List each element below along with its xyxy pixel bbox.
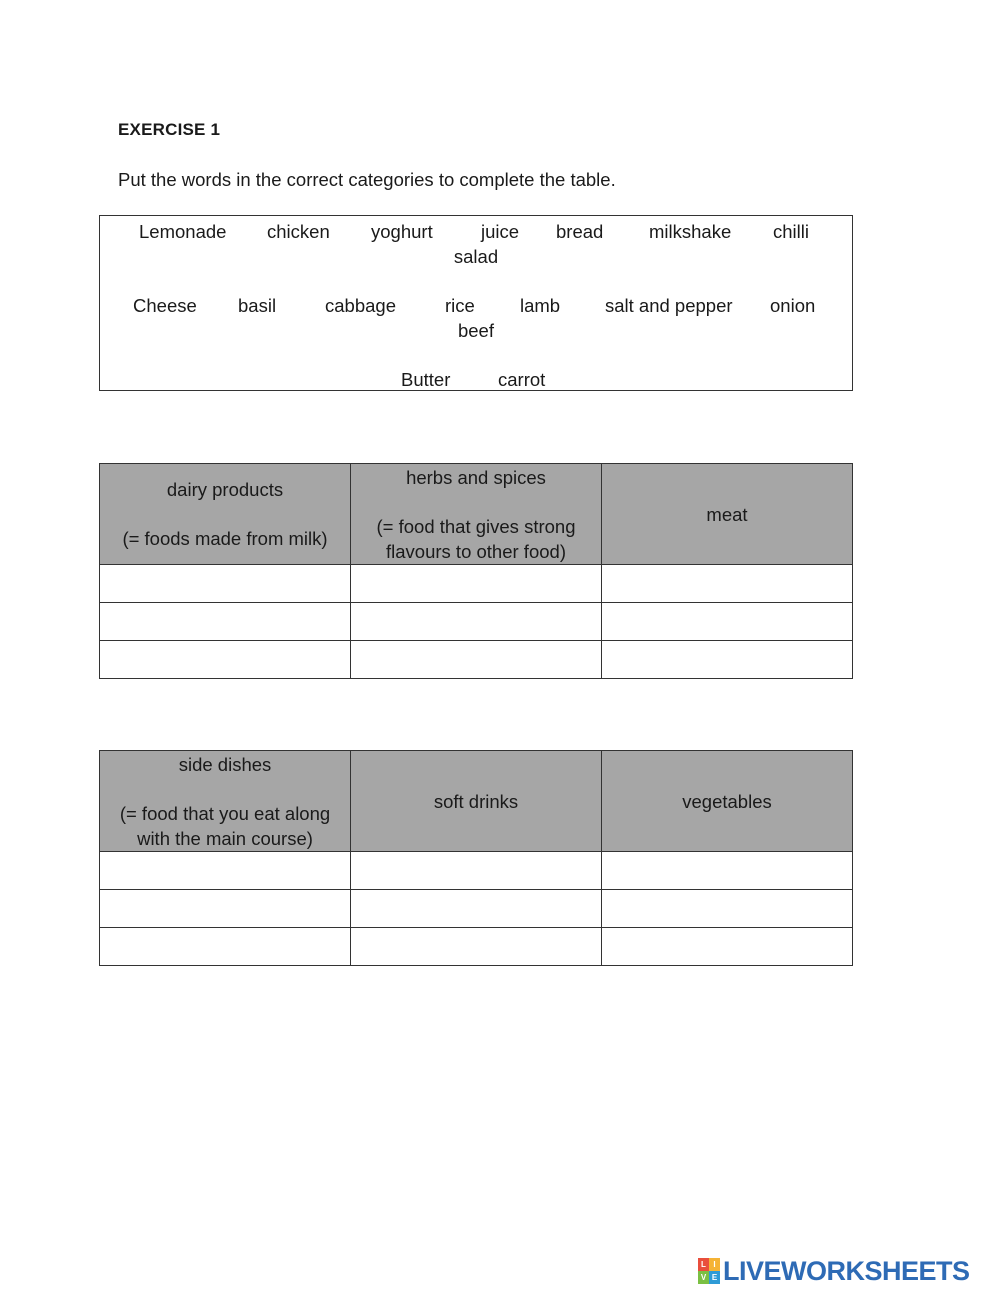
table-header-row — [100, 751, 853, 852]
answer-cell[interactable] — [602, 852, 853, 890]
table-row — [100, 928, 853, 966]
word-bank-row-3 — [100, 367, 852, 392]
word-item: lamb — [520, 295, 561, 316]
table-header-row — [100, 464, 853, 565]
word-item: cabbage — [325, 295, 396, 316]
word-item: Lemonade — [139, 221, 227, 242]
category-table-2 — [99, 750, 853, 966]
header-title: soft drinks — [433, 790, 519, 812]
answer-cell[interactable] — [351, 641, 602, 679]
word-item: basil — [238, 295, 277, 316]
header-note: (= food that you eat along with the main course) — [119, 803, 331, 849]
liveworksheets-logo — [698, 1257, 970, 1285]
word-bank-row-2-wrap — [100, 318, 852, 343]
logo-badge-letter: L — [698, 1258, 709, 1271]
word-item: chicken — [267, 221, 330, 242]
answer-cell[interactable] — [100, 852, 351, 890]
word-item: rice — [445, 295, 475, 316]
header-title: herbs and spices — [406, 467, 546, 488]
word-item: salad — [453, 246, 499, 267]
word-item: juice — [481, 221, 520, 242]
header-meat — [602, 464, 853, 565]
header-title: side dishes — [178, 754, 272, 775]
header-dairy-products — [100, 464, 351, 565]
logo-badge-icon — [698, 1258, 720, 1284]
table-row — [100, 852, 853, 890]
answer-cell[interactable] — [100, 890, 351, 928]
header-title: dairy products — [166, 479, 284, 500]
word-bank-row-1-wrap — [100, 244, 852, 269]
answer-cell[interactable] — [100, 641, 351, 679]
answer-cell[interactable] — [100, 928, 351, 966]
word-item: Butter — [401, 369, 451, 390]
logo-badge-letter: I — [709, 1258, 720, 1271]
answer-cell[interactable] — [602, 641, 853, 679]
header-note: (= food that gives strong flavours to other food) — [376, 516, 576, 562]
table-row — [100, 603, 853, 641]
word-bank-row-1 — [100, 219, 852, 244]
logo-badge-letter: V — [698, 1271, 709, 1284]
logo-badge-letter: E — [709, 1271, 720, 1284]
answer-cell[interactable] — [351, 565, 602, 603]
exercise-instruction: Put the words in the correct categories to complete the table. — [118, 169, 616, 190]
logo-text: LIVEWORKSHEETS — [723, 1255, 970, 1286]
word-item: milkshake — [649, 221, 732, 242]
table-row — [100, 890, 853, 928]
word-bank — [99, 215, 853, 391]
header-title: meat — [706, 503, 748, 525]
answer-cell[interactable] — [602, 603, 853, 641]
category-table-1 — [99, 463, 853, 679]
answer-cell[interactable] — [351, 890, 602, 928]
header-herbs-and-spices — [351, 464, 602, 565]
answer-cell[interactable] — [351, 928, 602, 966]
answer-cell[interactable] — [602, 928, 853, 966]
header-side-dishes — [100, 751, 351, 852]
word-item: yoghurt — [371, 221, 433, 242]
header-soft-drinks — [351, 751, 602, 852]
word-item: bread — [556, 221, 604, 242]
word-bank-row-2 — [100, 293, 852, 318]
answer-cell[interactable] — [602, 565, 853, 603]
word-item: beef — [457, 320, 494, 341]
table-row — [100, 641, 853, 679]
answer-cell[interactable] — [351, 603, 602, 641]
word-item: chilli — [773, 221, 809, 242]
table-row — [100, 565, 853, 603]
word-item: onion — [770, 295, 816, 316]
header-title: vegetables — [682, 790, 772, 812]
header-vegetables — [602, 751, 853, 852]
exercise-title: EXERCISE 1 — [118, 120, 221, 139]
answer-cell[interactable] — [100, 565, 351, 603]
answer-cell[interactable] — [351, 852, 602, 890]
word-item: salt and pepper — [605, 295, 733, 316]
word-item: carrot — [498, 369, 546, 390]
answer-cell[interactable] — [100, 603, 351, 641]
answer-cell[interactable] — [602, 890, 853, 928]
word-item: Cheese — [133, 295, 197, 316]
header-note: (= foods made from milk) — [122, 528, 328, 549]
